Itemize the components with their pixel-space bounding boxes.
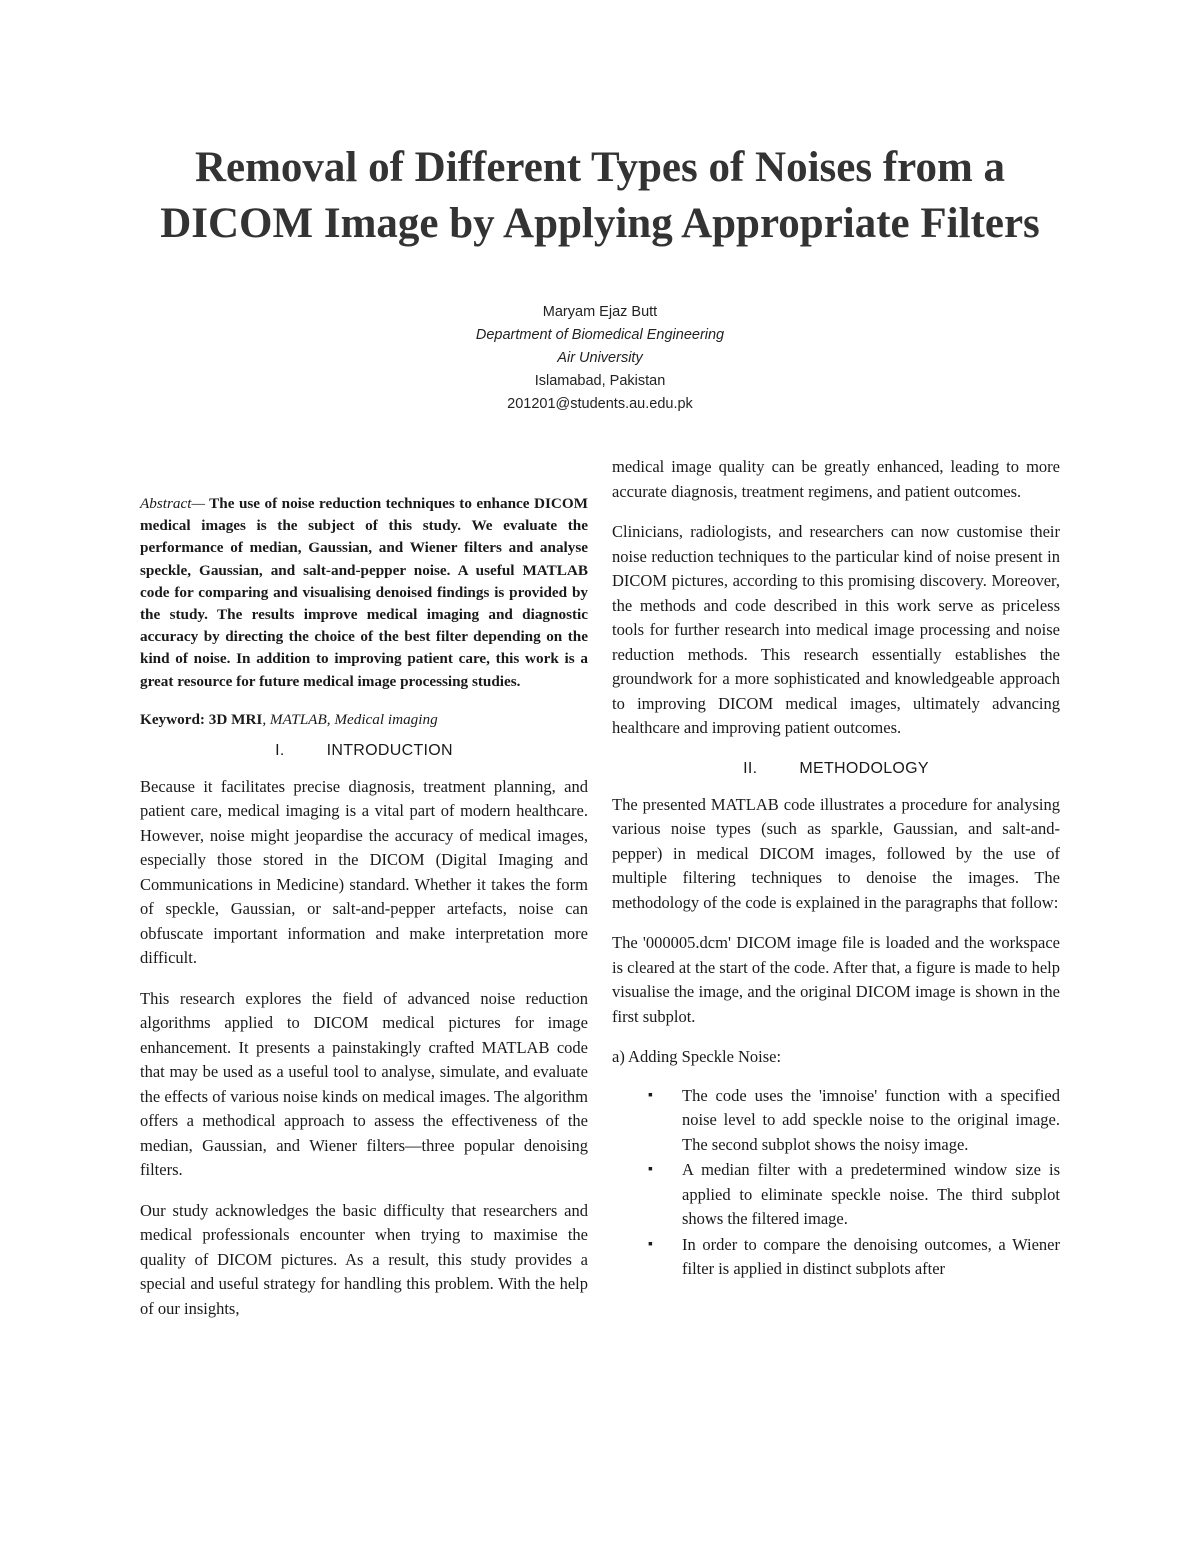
section-title: METHODOLOGY: [799, 759, 929, 777]
author-name: Maryam Ejaz Butt: [542, 304, 658, 320]
keyword-values: , MATLAB, Medical imaging: [262, 710, 438, 728]
bullet-square-icon: ▪: [648, 1236, 653, 1252]
list-item-text: A median filter with a predetermined window size is applied to eliminate speckle noise. The third subplot shows the filtered image.: [682, 1160, 1060, 1228]
subheading-speckle-noise: a) Adding Speckle Noise:: [612, 1047, 782, 1066]
paragraph: The '000005.dcm' DICOM image file is loaded and the workspace is cleared at the start of the code. After that, a figure is made to help visualise the image, and the original DICOM image is shown in the first subplot.: [612, 933, 1060, 1026]
bullet-square-icon: ▪: [648, 1162, 653, 1177]
author-block: [300, 301, 900, 416]
section-number: II.: [743, 759, 758, 777]
title-line-1: Removal of Different Types of Noises from a: [194, 144, 1006, 191]
paragraph: medical image quality can be greatly enhanced, leading to more accurate diagnosis, treatment regimens, and patient outcomes.: [612, 457, 1060, 501]
left-column: [140, 493, 588, 1337]
keyword-label: Keyword: 3D MRI: [140, 710, 263, 728]
section-heading-methodology: [612, 757, 1060, 781]
paragraph: Because it facilitates precise diagnosis, treatment planning, and patient care, medical imaging is a vital part of modern healthcare. However, noise might jeopardise the accuracy of medical images, especially those stored in the DICOM (Digital Imaging and Communications in Medicine) standard. Whether it takes the form of speckle, Gaussian, or salt-and-pepper artefacts, noise can obfuscate important information and make interpretation more difficult.: [140, 776, 588, 968]
list-item: [612, 1233, 1060, 1282]
bullet-square-icon: ▪: [648, 1087, 653, 1103]
abstract-text: The use of noise reduction techniques to enhance DICOM medical images is the subject of this study. We evaluate the performance of median, Gaussian, and Wiener filters and analyse speckle, Gaussian, and salt-and-pepper noise. A useful MATLAB code for comparing and visualising denoised findings is provided by the study. The results improve medical imaging and diagnostic accuracy by directing the choice of the best filter depending on the kind of noise. In addition to improving patient care, this work is a great resource for future medical image processing studies.: [140, 495, 588, 690]
paper-title: [100, 140, 1100, 252]
section-heading-introduction: [140, 739, 588, 763]
paragraph: Our study acknowledges the basic difficulty that researchers and medical professionals encounter when trying to maximise the quality of DICOM pictures. As a result, this study provides a special and useful strategy for handling this problem. With the help of our insights,: [140, 1200, 588, 1318]
bullet-list: [612, 1084, 1060, 1282]
abstract-lead: Abstract—: [140, 495, 205, 512]
right-column: [612, 455, 1060, 1283]
author-department: Department of Biomedical Engineering: [475, 327, 725, 343]
paragraph: This research explores the field of advanced noise reduction algorithms applied to DICOM medical pictures for image enhancement. It presents a painstakingly crafted MATLAB code that may be used as a useful tool to analyse, simulate, and evaluate the effects of various noise kinds on medical images. The algorithm offers a methodical approach to assess the effectiveness of the median, Gaussian, and Wiener filters—three popular denoising filters.: [140, 988, 588, 1180]
keywords: [140, 709, 588, 731]
list-item: [612, 1084, 1060, 1158]
title-line-2: DICOM Image by Applying Appropriate Filters: [160, 200, 1040, 247]
list-item-text: In order to compare the denoising outcomes, a Wiener filter is applied in distinct subplots after: [682, 1234, 1060, 1278]
author-email: 201201@students.au.edu.pk: [507, 396, 693, 412]
section-number: I.: [275, 741, 285, 759]
paragraph: The presented MATLAB code illustrates a procedure for analysing various noise types (such as sparkle, Gaussian, and salt-and-pepper) in medical DICOM images, followed by the use of multiple filtering techniques to denoise the images. The methodology of the code is explained in the paragraphs that follow:: [612, 794, 1060, 912]
author-university: Air University: [557, 350, 643, 366]
abstract: [140, 493, 588, 693]
list-item: [612, 1158, 1060, 1232]
section-title: INTRODUCTION: [326, 741, 453, 759]
paragraph: Clinicians, radiologists, and researchers can now customise their noise reduction techniques to the particular kind of noise present in DICOM pictures, according to this promising discovery. Moreover, the methods and code described in this work serve as priceless tools for further research into medical image processing and noise reduction methods. This research essentially establishes the groundwork for a more sophisticated and knowledgeable approach to improving DICOM medical images, ultimately advancing healthcare and improving patient outcomes.: [612, 522, 1060, 737]
author-location: Islamabad, Pakistan: [534, 373, 666, 389]
list-item-text: The code uses the 'imnoise' function with a specified noise level to add speckle noise to the original image. The second subplot shows the noisy image.: [682, 1085, 1060, 1154]
